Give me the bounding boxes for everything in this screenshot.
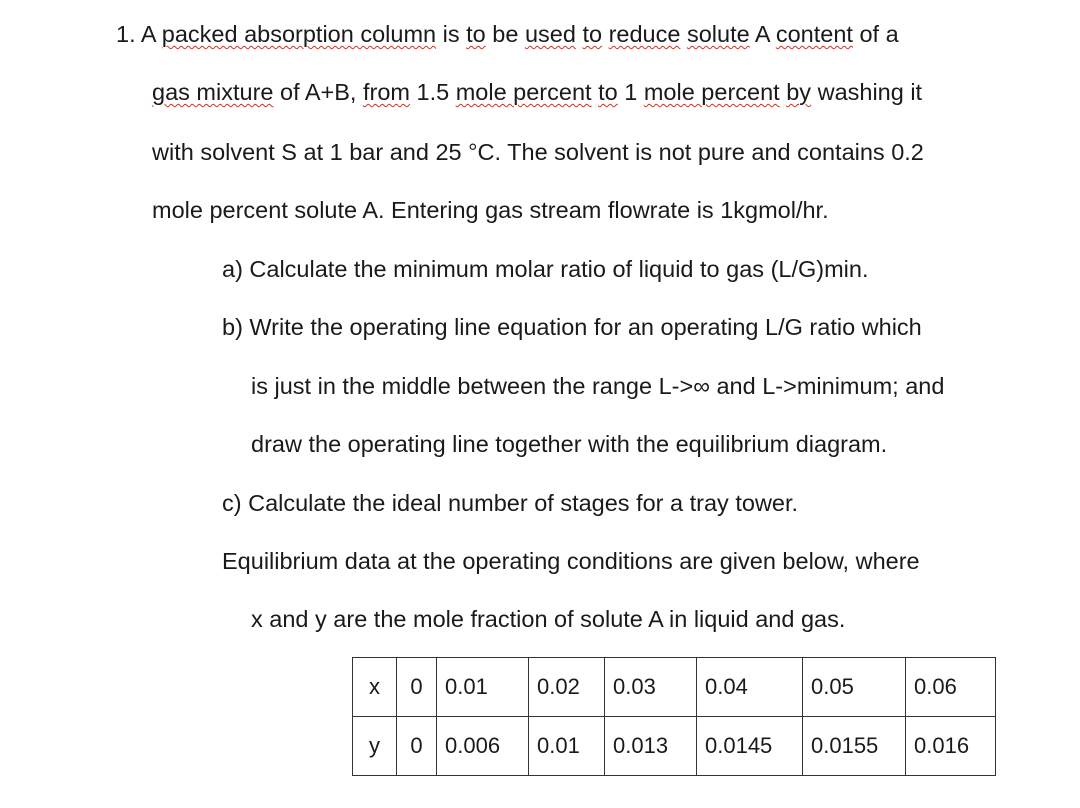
spellcheck-word: gas mixture — [152, 79, 274, 105]
problem-number: 1. — [116, 21, 136, 47]
spellcheck-word: mole percent — [455, 79, 592, 105]
x-header: x — [353, 658, 397, 717]
y-cell: 0.013 — [605, 717, 697, 776]
text-segment: be — [485, 21, 525, 47]
spellcheck-word: reduce — [608, 21, 681, 47]
spellcheck-word: used — [524, 21, 576, 47]
spellcheck-word: to — [598, 79, 618, 105]
table-row-y — [353, 717, 996, 776]
x-cell: 0.05 — [803, 658, 906, 717]
spellcheck-word: by — [786, 79, 812, 105]
y-header: y — [353, 717, 397, 776]
x-cell: 0.06 — [906, 658, 996, 717]
y-cell: 0.0145 — [697, 717, 803, 776]
x-cell: 0.02 — [529, 658, 605, 717]
equilibrium-table — [352, 657, 996, 776]
y-cell: 0 — [397, 717, 437, 776]
stem-line-1-segments — [141, 21, 899, 47]
problem-line-1 — [116, 19, 899, 49]
part-b-line-3: draw the operating line together with the equilibrium diagram. — [251, 431, 888, 457]
equilibrium-intro-line-1: Equilibrium data at the operating conditions are given below, where — [222, 548, 920, 574]
x-cell: 0.01 — [437, 658, 529, 717]
spellcheck-word: content — [775, 21, 853, 47]
y-cell: 0.016 — [906, 717, 996, 776]
part-c: c) Calculate the ideal number of stages for a tray tower. — [222, 490, 799, 516]
part-b-line-2: is just in the middle between the range L->∞ and L->minimum; and — [251, 373, 945, 399]
stem-line-2-segments — [152, 79, 922, 105]
text-segment: A — [140, 21, 162, 47]
equilibrium-intro-line-2: x and y are the mole fraction of solute A in liquid and gas. — [251, 606, 846, 632]
spellcheck-word: to — [582, 21, 603, 47]
y-cell: 0.006 — [437, 717, 529, 776]
part-b-line-1: b) Write the operating line equation for an operating L/G ratio which — [222, 314, 922, 340]
y-cell: 0.01 — [529, 717, 605, 776]
part-a: a) Calculate the minimum molar ratio of liquid to gas (L/G)min. — [222, 256, 869, 282]
spellcheck-word: packed absorption column — [161, 21, 437, 47]
problem-line-2 — [152, 77, 922, 107]
text-segment: is — [436, 21, 467, 47]
text-segment: A — [749, 21, 776, 47]
problem-line-3: with solvent S at 1 bar and 25 °C. The solvent is not pure and contains 0.2 — [152, 139, 924, 165]
text-segment: of a — [852, 21, 899, 47]
x-cell: 0.03 — [605, 658, 697, 717]
text-segment: 1.5 — [409, 79, 456, 105]
spellcheck-word: mole percent — [643, 79, 780, 105]
spellcheck-word: to — [466, 21, 486, 47]
x-cell: 0 — [397, 658, 437, 717]
table-row-x — [353, 658, 996, 717]
y-cell: 0.0155 — [803, 717, 906, 776]
text-segment: 1 — [617, 79, 644, 105]
text-segment: of A+B, — [273, 79, 363, 105]
text-segment: washing it — [811, 79, 923, 105]
spellcheck-word: solute — [686, 21, 750, 47]
spellcheck-word: from — [362, 79, 410, 105]
problem-line-4: mole percent solute A. Entering gas stream flowrate is 1kgmol/hr. — [152, 197, 829, 223]
x-cell: 0.04 — [697, 658, 803, 717]
